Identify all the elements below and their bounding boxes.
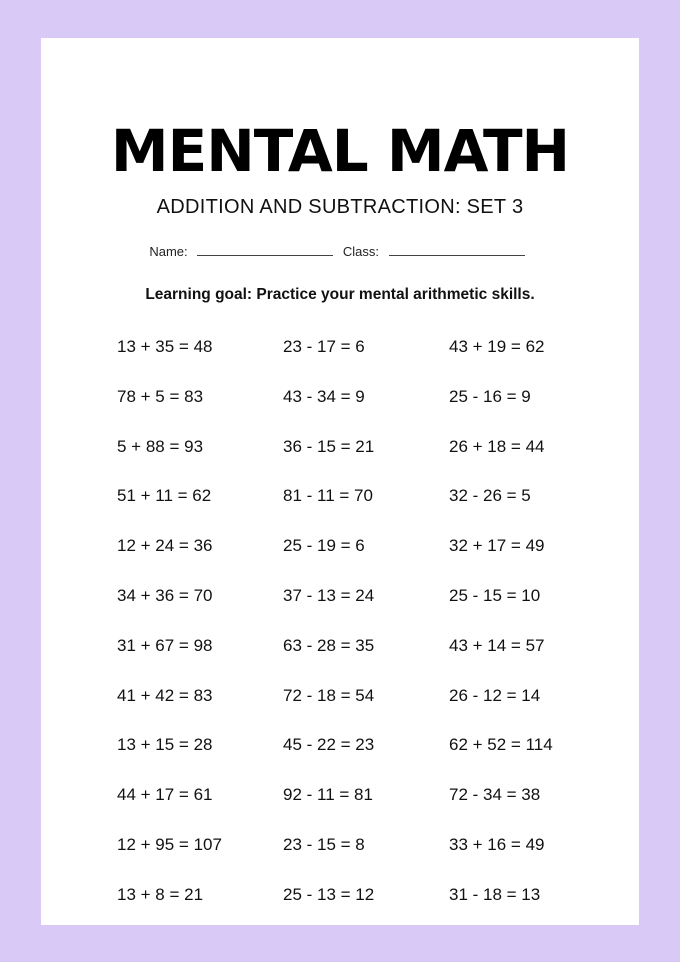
problem-grid	[117, 337, 617, 935]
math-problem: 45 - 22 = 23	[283, 735, 375, 755]
math-problem: 13 + 15 = 28	[117, 735, 213, 755]
problem-row	[117, 437, 617, 487]
math-problem: 43 - 34 = 9	[283, 386, 365, 406]
math-problem: 43 + 14 = 57	[449, 635, 545, 655]
math-problem: 43 + 19 = 62	[449, 337, 545, 356]
math-problem: 41 + 42 = 83	[117, 685, 213, 705]
math-problem: 25 - 15 = 10	[449, 585, 541, 605]
math-problem: 25 - 13 = 12	[283, 884, 375, 904]
math-problem: 26 - 12 = 14	[449, 685, 541, 705]
problem-row	[117, 387, 617, 437]
problem-row	[117, 636, 617, 686]
problem-row	[117, 586, 617, 636]
math-problem: 44 + 17 = 61	[117, 785, 213, 805]
math-problem: 31 - 18 = 13	[449, 884, 541, 904]
math-problem: 72 - 34 = 38	[449, 785, 541, 805]
math-problem: 26 + 18 = 44	[449, 436, 545, 456]
math-problem: 63 - 28 = 35	[283, 635, 375, 655]
problem-row	[117, 536, 617, 586]
math-problem: 12 + 24 = 36	[117, 536, 213, 556]
problem-row	[117, 686, 617, 736]
problem-row	[117, 337, 617, 387]
math-problem: 78 + 5 = 83	[117, 386, 204, 406]
math-problem: 32 - 26 = 5	[449, 486, 531, 506]
math-problem: 37 - 13 = 24	[283, 585, 375, 605]
class-blank-line	[389, 243, 525, 256]
class-label: Class:	[342, 244, 380, 259]
math-problem: 23 - 17 = 6	[283, 337, 365, 356]
problem-row	[117, 785, 617, 835]
worksheet-title: MENTAL MATH	[110, 117, 570, 185]
math-problem: 23 - 15 = 8	[283, 834, 365, 854]
problem-row	[117, 486, 617, 536]
math-problem: 36 - 15 = 21	[283, 436, 375, 456]
problem-row	[117, 885, 617, 935]
math-problem: 32 + 17 = 49	[449, 536, 545, 556]
worksheet-subtitle: ADDITION AND SUBTRACTION: SET 3	[156, 196, 524, 218]
learning-goal: Learning goal: Practice your mental arithmetic skills.	[145, 286, 535, 303]
math-problem: 25 - 16 = 9	[449, 386, 531, 406]
math-problem: 13 + 8 = 21	[117, 884, 204, 904]
student-info-fields	[41, 243, 639, 259]
math-problem: 72 - 18 = 54	[283, 685, 375, 705]
problem-row	[117, 735, 617, 785]
math-problem: 12 + 95 = 107	[117, 834, 222, 854]
math-problem: 33 + 16 = 49	[449, 834, 545, 854]
math-problem: 5 + 88 = 93	[117, 436, 204, 456]
problem-row	[117, 835, 617, 885]
math-problem: 92 - 11 = 81	[283, 785, 373, 805]
math-problem: 25 - 19 = 6	[283, 536, 365, 556]
math-problem: 62 + 52 = 114	[449, 735, 553, 755]
math-problem: 51 + 11 = 62	[117, 486, 212, 506]
worksheet-page	[41, 38, 639, 925]
name-label: Name:	[149, 244, 188, 259]
math-problem: 34 + 36 = 70	[117, 585, 213, 605]
math-problem: 13 + 35 = 48	[117, 337, 213, 356]
math-problem: 81 - 11 = 70	[283, 486, 373, 506]
name-blank-line	[197, 243, 333, 256]
math-problem: 31 + 67 = 98	[117, 635, 213, 655]
